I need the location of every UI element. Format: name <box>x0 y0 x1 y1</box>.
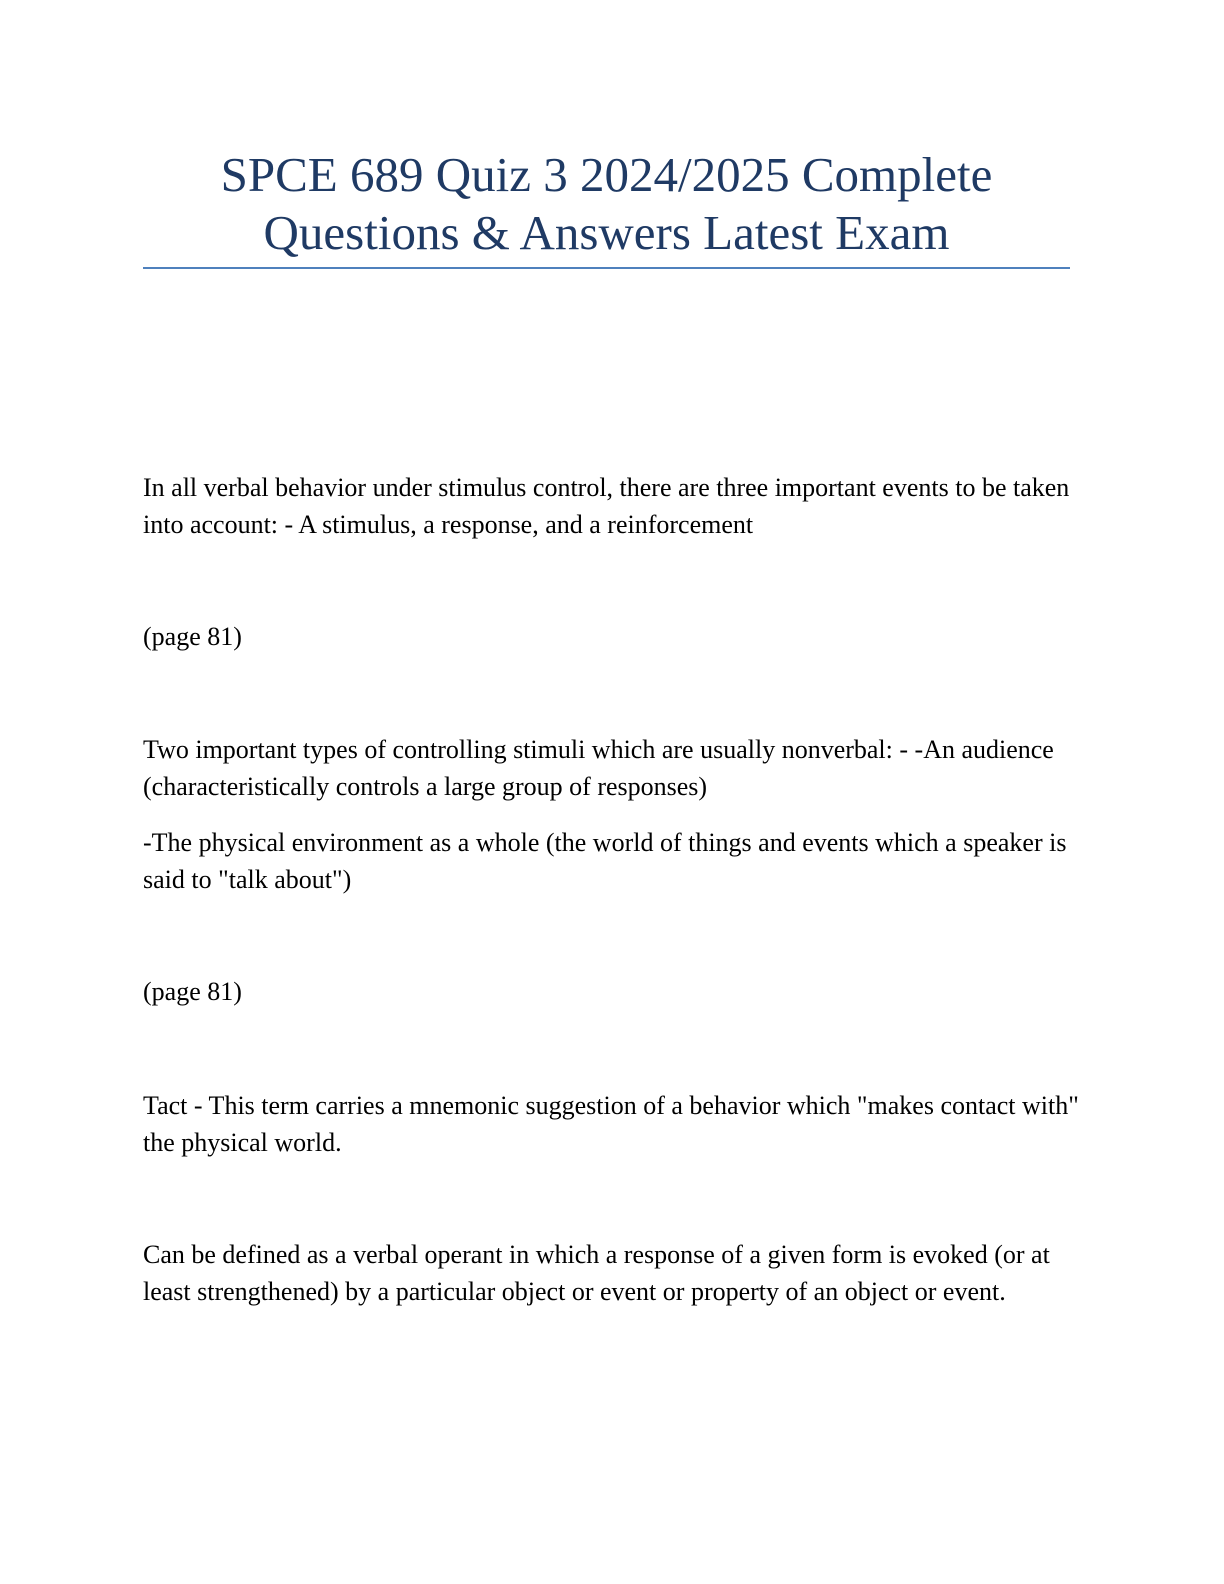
question-answer-3: Tact - This term carries a mnemonic suggestion of a behavior which "makes contact with" the physical world. <box>143 1091 1079 1157</box>
question-answer-1: In all verbal behavior under stimulus control, there are three important events to be taken into account: - A stimulus, a response, and a reinforcement <box>143 473 1070 539</box>
question-answer-2: Two important types of controlling stimuli which are usually nonverbal: - -An audience (characteristically controls a large group of responses) <box>143 735 1054 801</box>
answer-continuation-2: -The physical environment as a whole (the world of things and events which a speaker is said to "talk about") <box>143 828 1067 894</box>
title-line-1: SPCE 689 Quiz 3 2024/2025 Complete <box>220 147 993 202</box>
title-divider <box>143 267 1070 269</box>
page-reference-1: (page 81) <box>143 622 242 651</box>
page-reference-2: (page 81) <box>143 977 242 1006</box>
document-title <box>143 146 1070 262</box>
title-line-2: Questions & Answers Latest Exam <box>263 205 950 260</box>
definition-paragraph: Can be defined as a verbal operant in which a response of a given form is evoked (or at least strengthened) by a particular object or event or property of an object or event. <box>143 1240 1050 1306</box>
